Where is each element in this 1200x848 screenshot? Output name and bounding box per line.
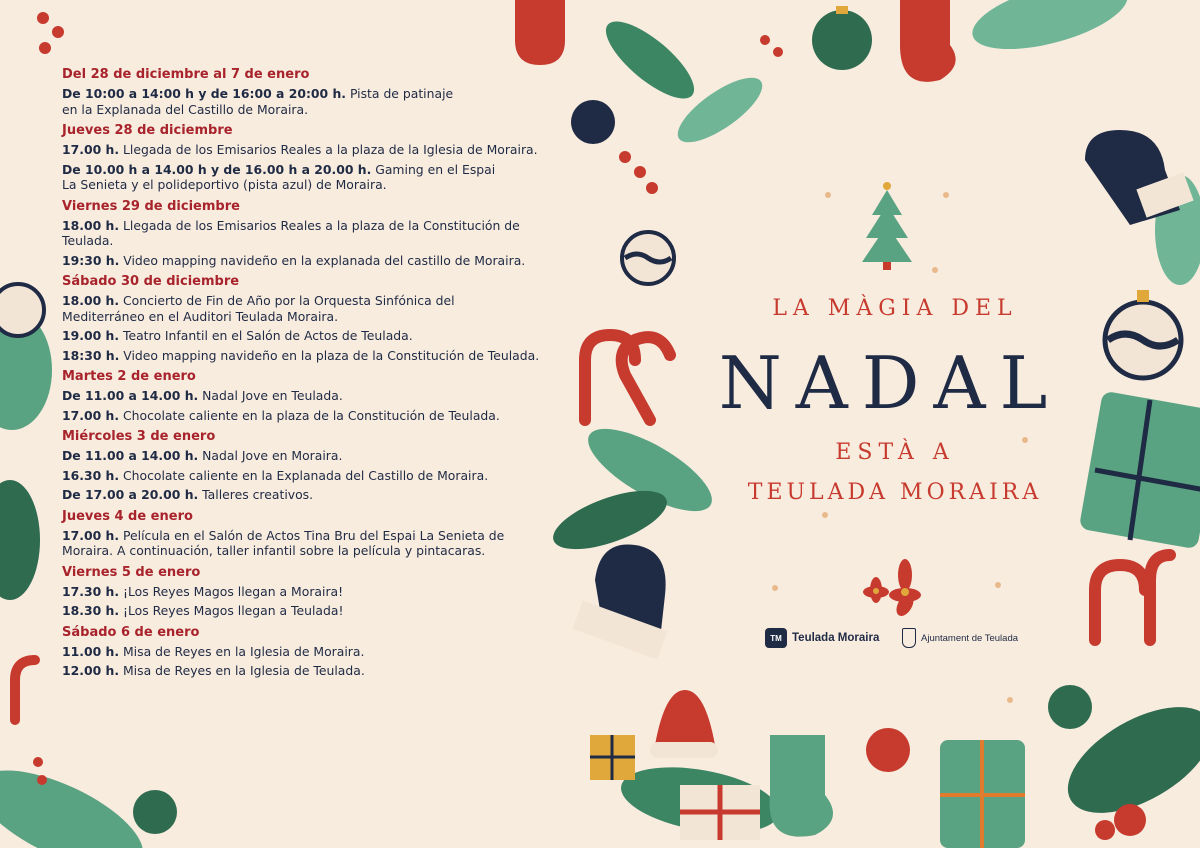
- day-heading: Sábado 6 de enero: [62, 624, 200, 640]
- event-time: 11.00 h.: [62, 643, 120, 659]
- event-time: 17.00 h.: [62, 527, 120, 543]
- event-description: Nadal Jove en Teulada.: [198, 388, 343, 403]
- program-day: [62, 625, 582, 679]
- event-description: ¡Los Reyes Magos llegan a Moraira!: [119, 583, 344, 599]
- day-heading: Jueves 4 de enero: [62, 508, 193, 524]
- ajuntament-logo: [902, 628, 1018, 648]
- event-item: [62, 663, 582, 679]
- day-heading: Jueves 28 de diciembre: [62, 123, 233, 138]
- event-description: Concierto de Fin de Año por la Orquesta Sinfónica del Mediterráneo en el Auditori Teulada Moraira.: [62, 293, 455, 324]
- program-day: [62, 509, 582, 559]
- event-time: De 10:00 a 14:00 h y de 16:00 a 20:00 h.: [62, 86, 347, 101]
- event-time: 19.00 h.: [62, 328, 120, 343]
- event-item: [62, 388, 582, 404]
- event-description: Talleres creativos.: [198, 487, 314, 502]
- title-line-4: TEULADA MORAIRA: [747, 480, 1043, 505]
- event-description: Nadal Jove en Moraira.: [198, 448, 343, 463]
- day-heading: Viernes 5 de enero: [62, 564, 201, 580]
- event-description: Misa de Reyes en la Iglesia de Teulada.: [119, 663, 365, 678]
- event-time: De 11.00 a 14.00 h.: [62, 388, 199, 403]
- program-list: [62, 67, 582, 685]
- santa-hat-decoration: [655, 690, 715, 745]
- event-time: 19:30 h.: [62, 252, 120, 268]
- event-item: [62, 528, 582, 559]
- event-description: Llegada de los Emisarios Reales a la plaza de la Iglesia de Moraira.: [119, 142, 538, 157]
- event-description: Gaming en el Espai La Senieta y el polideportivo (pista azul) de Moraira.: [62, 161, 496, 192]
- event-item: [62, 408, 582, 424]
- event-description: Misa de Reyes en la Iglesia de Moraira.: [119, 643, 365, 659]
- event-description: Pista de patinaje en la Explanada del Castillo de Moraira.: [62, 86, 454, 117]
- teulada-moraira-logo-text: Teulada Moraira: [792, 632, 880, 644]
- day-heading: Viernes 29 de diciembre: [62, 198, 240, 214]
- poinsettia-icon: [863, 559, 921, 619]
- event-time: 12.00 h.: [62, 663, 120, 678]
- event-item: [62, 253, 582, 269]
- event-time: 17.00 h.: [62, 407, 120, 423]
- event-time: 16.30 h.: [62, 467, 120, 483]
- event-item: [62, 468, 582, 484]
- event-item: [62, 584, 582, 600]
- tm-logo-icon: TM: [765, 628, 787, 648]
- event-description: Película en el Salón de Actos Tina Bru del Espai La Senieta de Moraira. A continuación, taller infantil sobre la película y pintacaras.: [62, 527, 505, 558]
- event-description: Chocolate caliente en la plaza de la Constitución de Teulada.: [119, 407, 500, 423]
- event-description: Video mapping navideño en la explanada del castillo de Moraira.: [119, 252, 526, 268]
- event-item: [62, 348, 582, 364]
- event-description: Llegada de los Emisarios Reales a la plaza de la Constitución de Teulada.: [62, 217, 520, 248]
- event-time: 18.00 h.: [62, 293, 120, 308]
- day-heading: Del 28 de diciembre al 7 de enero: [62, 67, 310, 82]
- teulada-moraira-logo: [765, 628, 879, 648]
- event-item: [62, 86, 582, 117]
- event-item: [62, 162, 582, 193]
- day-heading: Miércoles 3 de enero: [62, 429, 216, 444]
- title-line-1: LA MÀGIA DEL: [772, 296, 1018, 321]
- event-time: 18.00 h.: [62, 217, 120, 233]
- event-description: Chocolate caliente en la Explanada del Castillo de Moraira.: [119, 467, 489, 483]
- event-item: [62, 293, 582, 324]
- event-item: [62, 603, 582, 619]
- event-time: De 17.00 a 20.00 h.: [62, 487, 199, 502]
- event-item: [62, 218, 582, 249]
- program-day: [62, 565, 582, 619]
- event-description: ¡Los Reyes Magos llegan a Teulada!: [119, 603, 344, 618]
- event-item: [62, 328, 582, 344]
- event-item: [62, 487, 582, 503]
- program-day: [62, 369, 582, 423]
- christmas-tree-icon: [862, 182, 912, 270]
- event-time: 18.30 h.: [62, 603, 120, 618]
- event-item: [62, 142, 582, 158]
- event-time: 17.00 h.: [62, 142, 120, 157]
- event-time: De 11.00 a 14.00 h.: [62, 448, 199, 463]
- program-day: [62, 67, 582, 117]
- day-heading: Sábado 30 de diciembre: [62, 274, 240, 289]
- title-line-3: ESTÀ A: [835, 440, 955, 465]
- event-item: [62, 448, 582, 464]
- event-description: Teatro Infantil en el Salón de Actos de Teulada.: [119, 328, 413, 343]
- day-heading: Martes 2 de enero: [62, 369, 196, 384]
- title-nadal: NADAL: [718, 341, 1062, 425]
- event-time: 17.30 h.: [62, 583, 120, 599]
- program-day: [62, 123, 582, 193]
- ajuntament-logo-text: Ajuntament de Teulada: [921, 632, 1019, 644]
- program-day: [62, 429, 582, 503]
- event-time: 18:30 h.: [62, 347, 120, 363]
- crest-icon: [902, 628, 916, 648]
- program-day: [62, 199, 582, 269]
- program-day: [62, 274, 582, 363]
- event-time: De 10.00 h a 14.00 h y de 16.00 h a 20.00 h.: [62, 161, 372, 177]
- event-description: Video mapping navideño en la plaza de la Constitución de Teulada.: [119, 347, 540, 363]
- event-item: [62, 644, 582, 660]
